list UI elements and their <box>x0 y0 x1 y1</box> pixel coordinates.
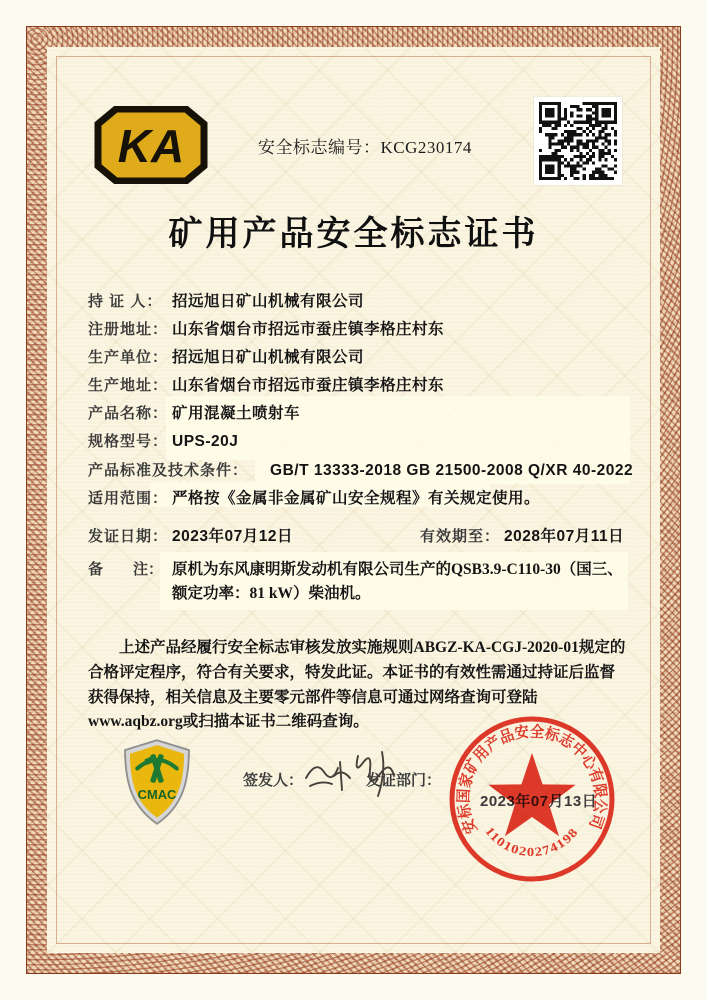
svg-text:KA: KA <box>117 120 185 172</box>
field-label: 注册地址： <box>88 321 169 338</box>
svg-text:CMAC: CMAC <box>137 787 177 803</box>
field-row-manufacturer <box>88 345 364 367</box>
signer-label: 签发人： <box>243 772 304 789</box>
field-label: 生产单位： <box>88 349 169 366</box>
cmac-shield-badge-icon <box>119 739 195 825</box>
remark-row <box>88 558 634 606</box>
issue-date-label: 发证日期： <box>88 528 169 545</box>
issue-date-value: 2023年07月12日 <box>172 528 293 545</box>
serial-label: 安全标志编号： <box>258 138 381 157</box>
stamp-number: 1101020274198 <box>482 824 581 860</box>
field-row-prod-address <box>88 373 444 395</box>
valid-until-label: 有效期至： <box>420 528 501 545</box>
field-label: 产品名称： <box>88 405 169 422</box>
field-value: 山东省烟台市招远市蚕庄镇李格庄村东 <box>172 321 445 338</box>
certificate-statement: 上述产品经履行安全标志审核发放实施规则ABGZ-KA-CGJ-2020-01规定的合格评定程序，符合有关要求，特发此证。本证书的有效性需通过持证后监督获得保持，相关信息及主要零元部件等信息可通过网络查询可登陆www.aqbz.org或扫描本证书二维码查询。 <box>88 639 626 731</box>
stamp-ring-text: 安标国家矿用产品安全标志中心有限公司 <box>455 723 609 837</box>
signature-handwriting <box>298 742 406 812</box>
issuing-dept-label: 发证部门： <box>366 772 442 789</box>
field-value: 招远旭日矿山机械有限公司 <box>172 349 365 366</box>
field-value: 严格按《金属非金属矿山安全规程》有关规定使用。 <box>172 490 541 507</box>
valid-until-value: 2028年07月11日 <box>504 528 625 545</box>
field-row-scope <box>88 486 540 508</box>
qr-code <box>534 97 622 185</box>
ka-mining-safety-logo-icon <box>94 106 208 184</box>
field-row-model <box>88 430 238 451</box>
field-label: 生产地址： <box>88 377 169 394</box>
field-value: 矿用混凝土喷射车 <box>172 405 301 422</box>
field-row-standards <box>88 459 633 480</box>
field-label: 适用范围： <box>88 490 169 507</box>
field-row-holder <box>88 289 364 311</box>
serial-number-line <box>258 133 472 158</box>
svg-text:1101020274198 <box>482 824 581 859</box>
field-row-product-name <box>88 401 300 423</box>
remark-label: 备 注： <box>88 561 164 578</box>
field-label: 规格型号： <box>88 433 169 450</box>
field-value: UPS-20J <box>172 433 239 450</box>
field-label: 产品标准及技术条件： <box>88 462 249 479</box>
stamp-date: 2023年07月13日 <box>480 793 598 810</box>
field-value: 招远旭日矿山机械有限公司 <box>172 293 365 310</box>
field-row-reg-address <box>88 317 444 339</box>
remark-value: 原机为东风康明斯发动机有限公司生产的QSB3.9-C110-30（国三、额定功率：81 kW）柴油机。 <box>172 561 623 603</box>
serial-value: KCG230174 <box>380 138 472 157</box>
field-value: 山东省烟台市招远市蚕庄镇李格庄村东 <box>172 377 445 394</box>
dates-row <box>88 524 624 546</box>
field-value: GB/T 13333-2018 GB 21500-2008 Q/XR 40-2022 <box>270 462 634 479</box>
field-label: 持 证 人： <box>88 293 163 310</box>
certificate-title: 矿用产品安全标志证书 <box>168 216 539 253</box>
